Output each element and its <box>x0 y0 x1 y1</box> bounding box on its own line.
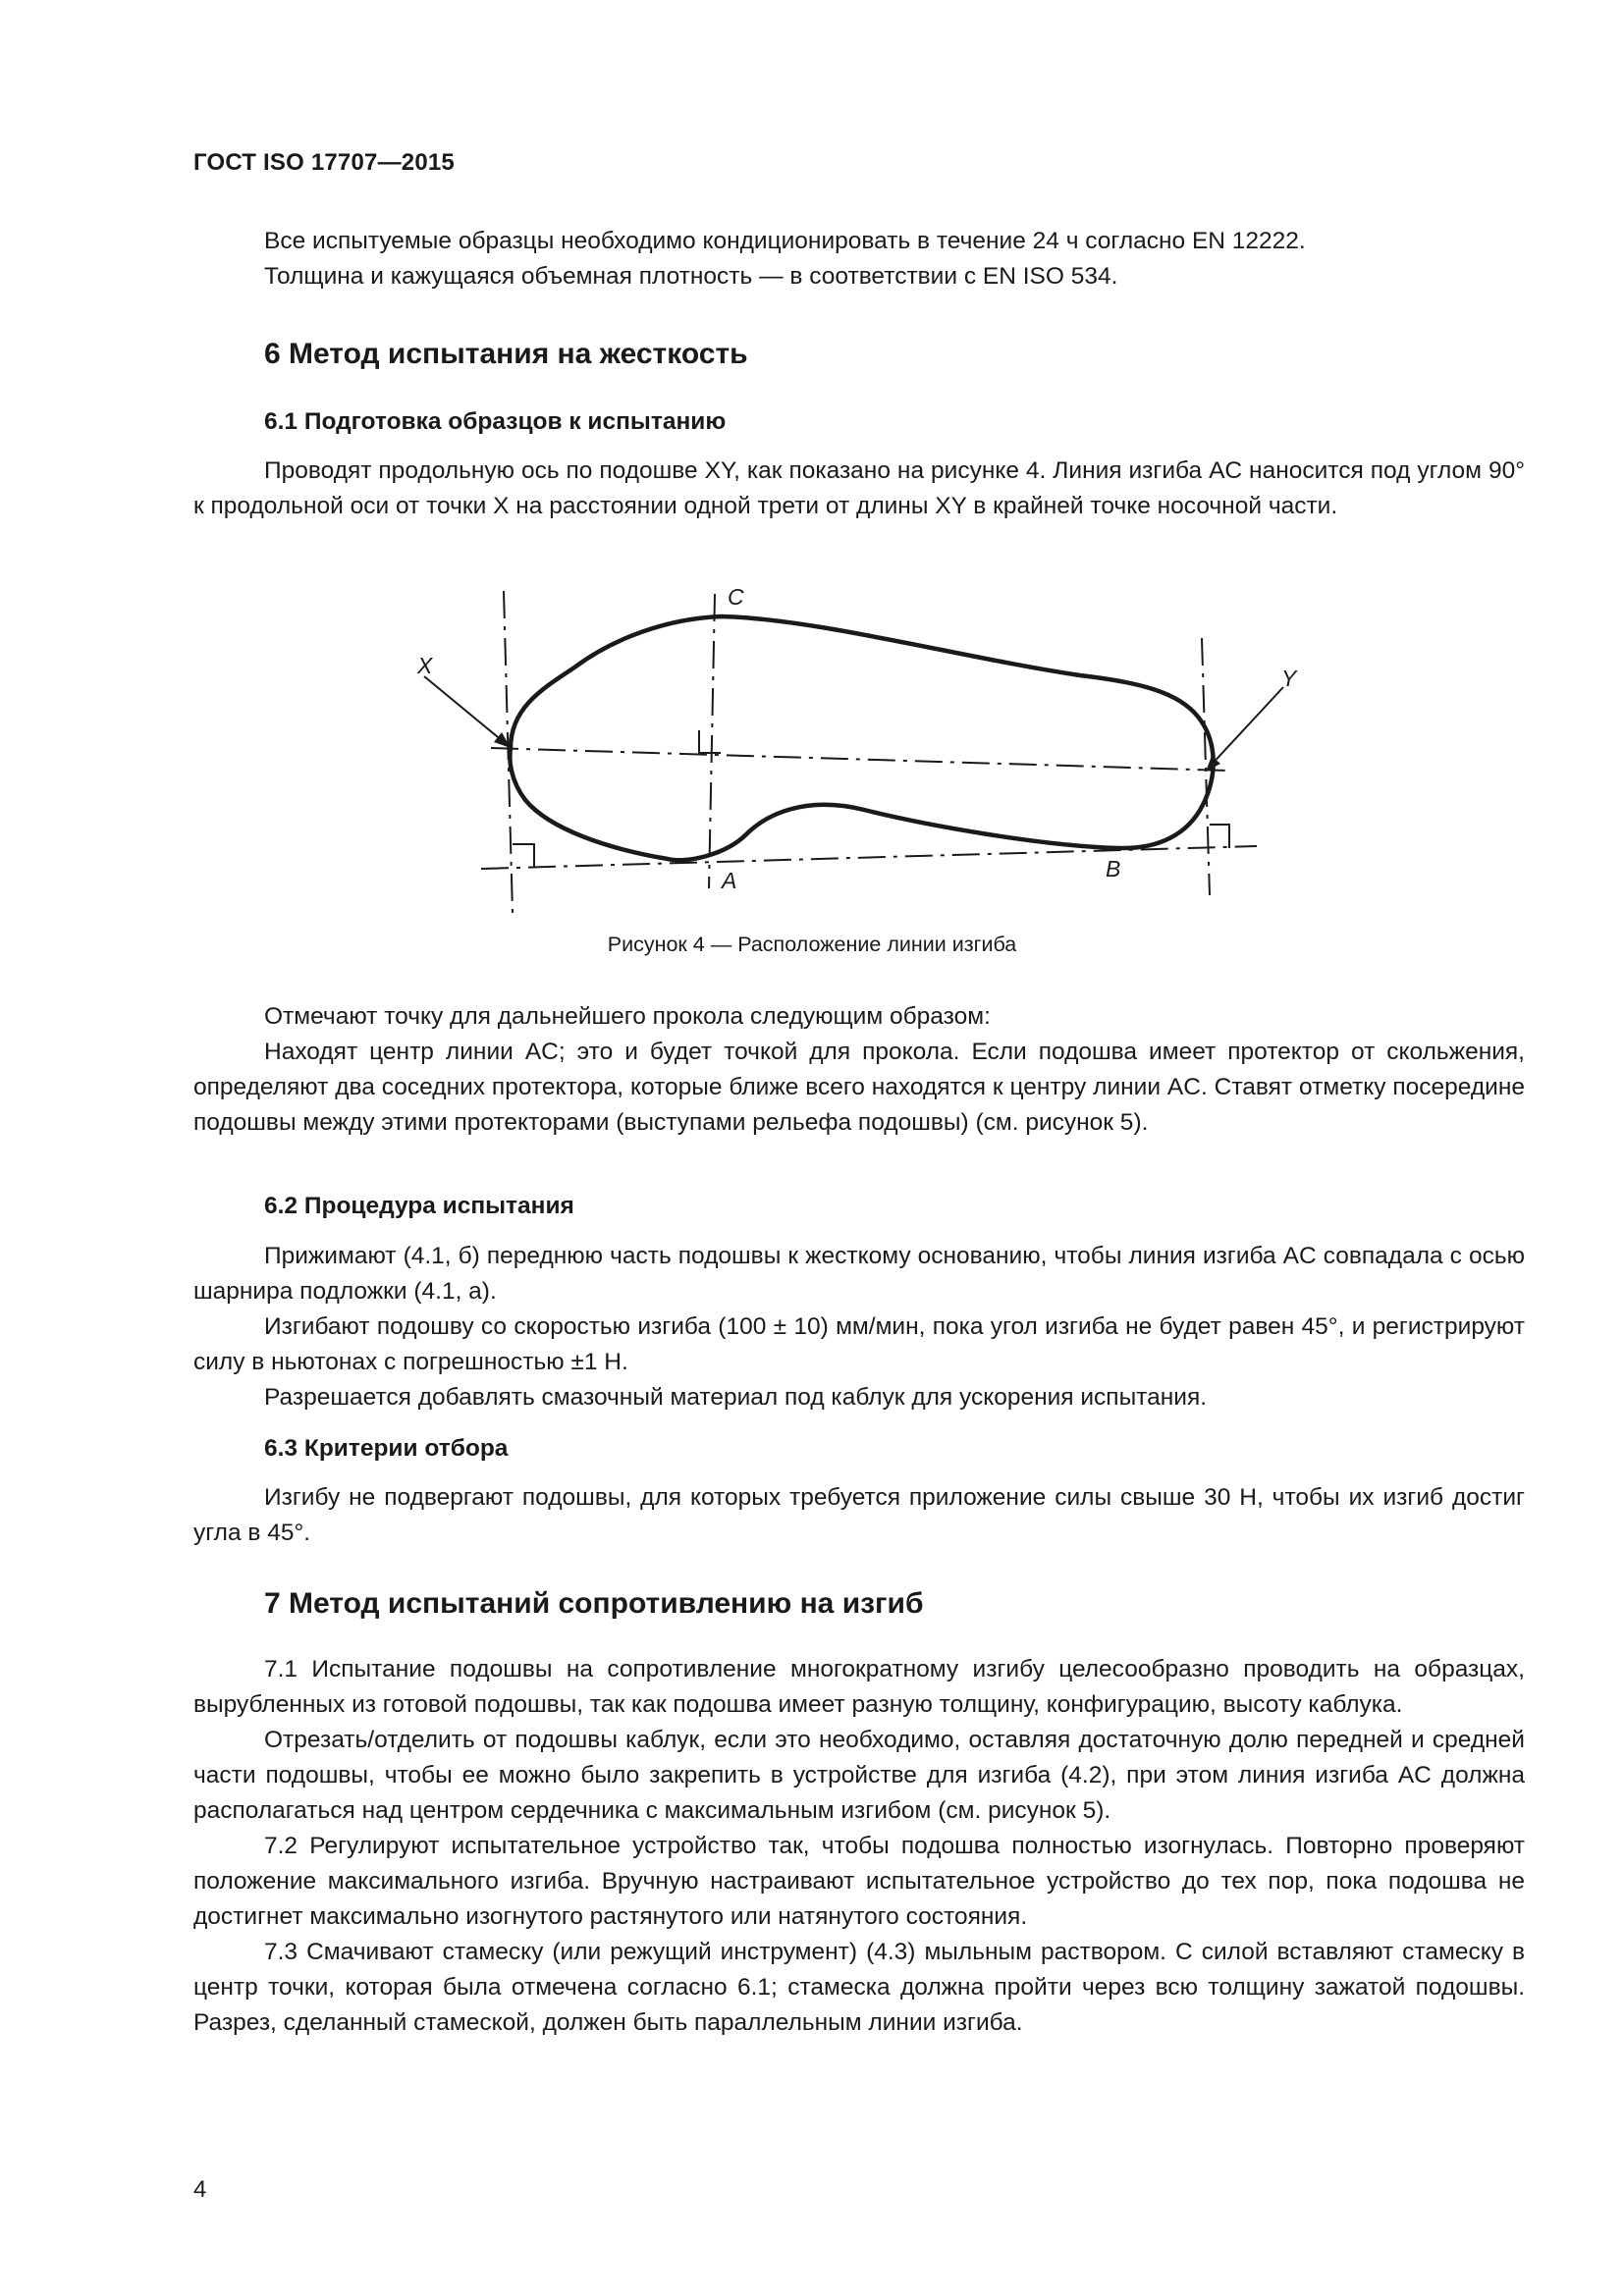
paragraph: Разрешается добавлять смазочный материал под каблук для ускорения испытания. <box>264 1384 1208 1411</box>
paragraph: 7.1 Испытание подошвы на сопротивление многократному изгибу целесообразно проводить на образцах, вырубленных из готовой подошвы, так как подошва имеет разную толщину, конфигурацию, высоту каблука. <box>193 1656 1525 1718</box>
section-7-title: 7 Метод испытаний сопротивлению на изгиб <box>264 1587 924 1620</box>
paragraph: Находят центр линии AC; это и будет точкой для прокола. Если подошва имеет протектор от скольжения, определяют два соседних протектора, которые ближе всего находятся к центру линии AC. Ставят отметку посередине подошвы между этими протекторами (выступами рельефа подошвы) (см. рисунок 5). <box>193 1039 1525 1136</box>
label-y: Y <box>1281 666 1297 691</box>
right-angle-mark <box>513 844 534 868</box>
label-b: B <box>1106 856 1121 881</box>
intro-paragraph: Все испытуемые образцы необходимо кондиционировать в течение 24 ч согласно EN 12222. <box>264 228 1306 254</box>
section-6-title: 6 Метод испытания на жесткость <box>264 338 748 370</box>
leader-line-x <box>424 676 509 746</box>
paragraph: Прижимают (4.1, б) переднюю часть подошвы к жесткому основанию, чтобы линия изгиба AC совпадала с осью шарнира подложки (4.1, а). <box>193 1243 1525 1305</box>
paragraph: Изгибу не подвергают подошвы, для которых требуется приложение силы свыше 30 Н, чтобы их изгиб достиг угла в 45°. <box>193 1484 1525 1546</box>
subsection-6-2-body <box>193 1239 1525 1415</box>
document-header: ГОСТ ISO 17707—2015 <box>193 149 455 176</box>
after-figure-block <box>193 999 1525 1141</box>
subsection-6-2-title: 6.2 Процедура испытания <box>264 1193 574 1219</box>
intro-paragraph: Толщина и кажущаяся объемная плотность — в соответствии с EN ISO 534. <box>264 263 1118 290</box>
subsection-6-3-body <box>193 1480 1525 1551</box>
right-angle-mark <box>1210 825 1229 848</box>
label-a: A <box>722 868 737 893</box>
paragraph: 7.2 Регулируют испытательное устройство так, чтобы подошва полностью изогнулась. Повторно проверяют положение максимального изгиба. Вручную настраивают испытательное устройство до тех пор, пока подошва не достигнет максимально изогнутого растянутого или натянутого состояния. <box>193 1833 1525 1930</box>
paragraph: Проводят продольную ось по подошве XY, как показано на рисунке 4. Линия изгиба AC наносится под углом 90° к продольной оси от точки X на расстоянии одной трети от длины XY в крайней точке носочной части. <box>193 457 1525 519</box>
label-c: C <box>728 584 744 610</box>
right-angle-mark <box>699 730 721 753</box>
paragraph: Изгибают подошву со скоростью изгиба (100 ± 10) мм/мин, пока угол изгиба не будет равен 45°, и регистрируют силу в ньютонах с погрешностью ±1 Н. <box>193 1313 1525 1375</box>
subsection-6-3-title: 6.3 Критерии отбора <box>264 1435 509 1462</box>
paragraph: 7.3 Смачивают стамеску (или режущий инструмент) (4.3) мыльным раствором. С силой вставляют стамеску в центр точки, которая была отмечена согласно 6.1; стамеска должна пройти через всю толщину зажатой подошвы. Разрез, сделанный стамеской, должен быть параллельным линии изгиба. <box>193 1939 1525 2036</box>
subsection-6-1-title: 6.1 Подготовка образцов к испытанию <box>264 408 727 435</box>
bend-line-ac <box>709 594 715 888</box>
section-7-body <box>193 1652 1525 2041</box>
leader-line-y <box>1209 687 1283 768</box>
sole-outline <box>510 616 1213 860</box>
paragraph: Отмечают точку для дальнейшего прокола следующим образом: <box>264 1003 991 1030</box>
paragraph: Отрезать/отделить от подошвы каблук, если это необходимо, оставляя достаточную долю передней и средней части подошвы, чтобы ее можно было закрепить в устройстве для изгиба (4.2), при этом линия изгиба AC должна располагаться над центром сердечника с максимальным изгибом (см. рисунок 5). <box>193 1727 1525 1824</box>
figure-4-bend-line-diagram <box>0 0 1624 982</box>
base-tangent-line <box>481 846 1257 869</box>
figure-4-caption: Рисунок 4 — Расположение линии изгиба <box>607 933 1017 956</box>
page-number: 4 <box>193 2176 207 2203</box>
longitudinal-axis <box>491 748 1227 771</box>
label-x: X <box>417 653 433 678</box>
